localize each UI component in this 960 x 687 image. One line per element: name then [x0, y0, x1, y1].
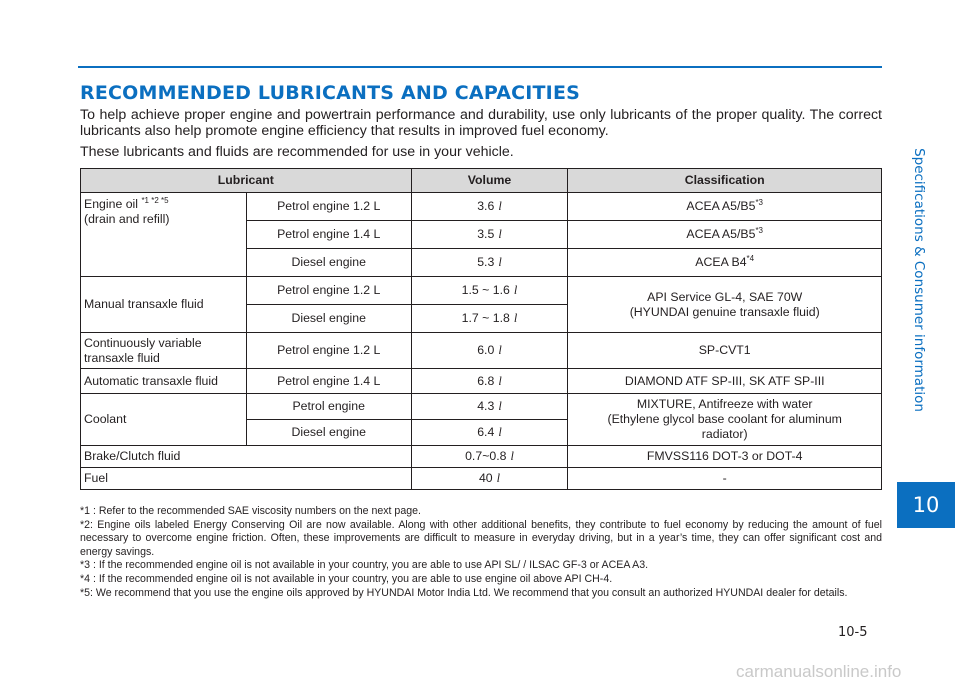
table-row: [81, 369, 882, 394]
engine-cell: Diesel engine: [246, 249, 411, 277]
table-row: [81, 277, 882, 305]
brake-label: Brake/Clutch fluid: [81, 446, 412, 468]
volume-value: 1.7 ~ 1.8: [461, 311, 510, 325]
class-cell: [568, 193, 882, 221]
class-cell: FMVSS116 DOT-3 or DOT-4: [568, 446, 882, 468]
volume-value: 5.3: [477, 255, 495, 269]
coolant-class-3: radiator): [701, 427, 748, 441]
volume-value: 40: [478, 471, 493, 485]
coolant-class-2: (Ethylene glycol base coolant for aluminum: [607, 412, 842, 426]
engine-cell: Petrol engine 1.2 L: [246, 333, 411, 369]
volume-cell: [411, 305, 568, 333]
volume-cell: [411, 369, 568, 394]
table-row: [81, 394, 882, 420]
liter-unit: l: [498, 199, 502, 213]
class-value: ACEA B4: [695, 255, 747, 269]
liter-unit: l: [510, 449, 514, 463]
footnote: *5: We recommend that you use the engine oils approved by HYUNDAI Motor India Ltd. We recommend that you consult an authorized HYUNDAI dealer for details.: [80, 586, 848, 599]
note-mark: *3: [755, 197, 763, 207]
table-header-row: [81, 169, 882, 193]
volume-cell: [411, 420, 568, 446]
table-row: [81, 193, 882, 221]
page-number: 10-5: [838, 625, 868, 640]
engine-oil-label: Engine oil: [84, 197, 139, 211]
intro-paragraph-2: These lubricants and fluids are recommended for use in your vehicle.: [80, 144, 514, 160]
volume-cell: [411, 468, 568, 490]
manual-label: Manual transaxle fluid: [81, 277, 247, 333]
liter-unit: l: [498, 255, 502, 269]
engine-cell: Petrol engine 1.2 L: [246, 193, 411, 221]
engine-cell: Petrol engine 1.4 L: [246, 369, 411, 394]
cvt-label-cell: [81, 333, 247, 369]
volume-cell: [411, 446, 568, 468]
volume-cell: [411, 249, 568, 277]
section-title: RECOMMENDED LUBRICANTS AND CAPACITIES: [80, 82, 581, 104]
table-row: [81, 333, 882, 369]
liter-unit: l: [513, 283, 518, 297]
cvt-label-2: transaxle fluid: [84, 350, 160, 365]
header-volume: Volume: [411, 169, 568, 193]
intro-paragraph: To help achieve proper engine and powertrain performance and durability, use only lubricants of the proper quality. The correct lubricants also help promote engine efficiency that results in improved fuel economy.: [80, 107, 882, 139]
coolant-label: Coolant: [81, 394, 247, 446]
coolant-class-cell: [568, 394, 882, 446]
volume-value: 6.4: [477, 425, 495, 439]
volume-cell: [411, 277, 568, 305]
note-mark: *3: [755, 225, 763, 235]
volume-value: 4.3: [477, 399, 495, 413]
engine-oil-marks: *1 *2 *5: [141, 195, 169, 205]
header-classification: Classification: [568, 169, 882, 193]
volume-value: 3.5: [477, 227, 495, 241]
liter-unit: l: [498, 399, 502, 413]
volume-cell: [411, 221, 568, 249]
chapter-tab[interactable]: 10: [897, 482, 955, 528]
footnote: *1 : Refer to the recommended SAE viscosity numbers on the next page.: [80, 505, 421, 517]
top-rule: [78, 66, 882, 68]
table-row: [81, 468, 882, 490]
chapter-side-title: [909, 85, 929, 475]
engine-oil-cell: [81, 193, 247, 277]
liter-unit: l: [513, 311, 518, 325]
engine-cell: Petrol engine 1.2 L: [246, 277, 411, 305]
class-value: ACEA A5/B5: [686, 199, 756, 213]
class-cell: [568, 249, 882, 277]
class-cell: -: [568, 468, 882, 490]
engine-cell: Petrol engine: [246, 394, 411, 420]
volume-cell: [411, 193, 568, 221]
footnote: *4 : If the recommended engine oil is not available in your country, you are able to use engine oil above API CH-4.: [80, 572, 613, 585]
coolant-class-1: MIXTURE, Antifreeze with water: [636, 397, 813, 411]
liter-unit: l: [498, 227, 502, 241]
engine-oil-sub: (drain and refill): [84, 212, 170, 226]
volume-value: 3.6: [477, 199, 495, 213]
lubricants-table: [80, 168, 882, 490]
footnotes: [80, 505, 882, 600]
note-mark: *4: [746, 253, 755, 263]
cvt-label-1: Continuously variable: [84, 335, 202, 350]
chapter-title-text: Specifications & Consumer information: [911, 148, 927, 412]
volume-cell: [411, 394, 568, 420]
footnote: *3 : If the recommended engine oil is not available in your country, you are able to use API SL/ / ILSAC GF-3 or ACEA A3.: [80, 559, 649, 572]
footnote: *2: Engine oils labeled Energy Conserving Oil are now available. Along with other additional benefits, they contribute to fuel economy by reducing the amount of fuel necessary to overcome engine friction. Often, these improvements are difficult to measure in everyday driving, but in a year’s time, they can offer significant cost and energy savings.: [80, 518, 882, 558]
class-value: ACEA A5/B5: [686, 227, 756, 241]
watermark: carmanualsonline.info: [736, 662, 902, 681]
engine-cell: Diesel engine: [246, 420, 411, 446]
manual-class-1: API Service GL-4, SAE 70W: [647, 289, 803, 304]
fuel-label: Fuel: [81, 468, 412, 490]
class-cell: [568, 221, 882, 249]
liter-unit: l: [496, 471, 501, 485]
manual-class-cell: [568, 277, 882, 333]
manual-class-2: (HYUNDAI genuine transaxle fluid): [629, 304, 820, 319]
table-row: [81, 446, 882, 468]
volume-value: 1.5 ~ 1.6: [461, 283, 510, 297]
volume-value: 0.7~0.8: [465, 449, 507, 463]
volume-value: 6.0: [477, 343, 495, 357]
volume-cell: [411, 333, 568, 369]
liter-unit: l: [498, 373, 502, 388]
engine-cell: Petrol engine 1.4 L: [246, 221, 411, 249]
header-lubricant: Lubricant: [81, 169, 412, 193]
auto-label: Automatic transaxle fluid: [81, 369, 247, 394]
liter-unit: l: [498, 343, 502, 357]
engine-cell: Diesel engine: [246, 305, 411, 333]
class-cell: DIAMOND ATF SP-III, SK ATF SP-III: [568, 369, 882, 394]
liter-unit: l: [498, 425, 502, 439]
volume-value: 6.8: [477, 373, 495, 388]
class-cell: SP-CVT1: [568, 333, 882, 369]
